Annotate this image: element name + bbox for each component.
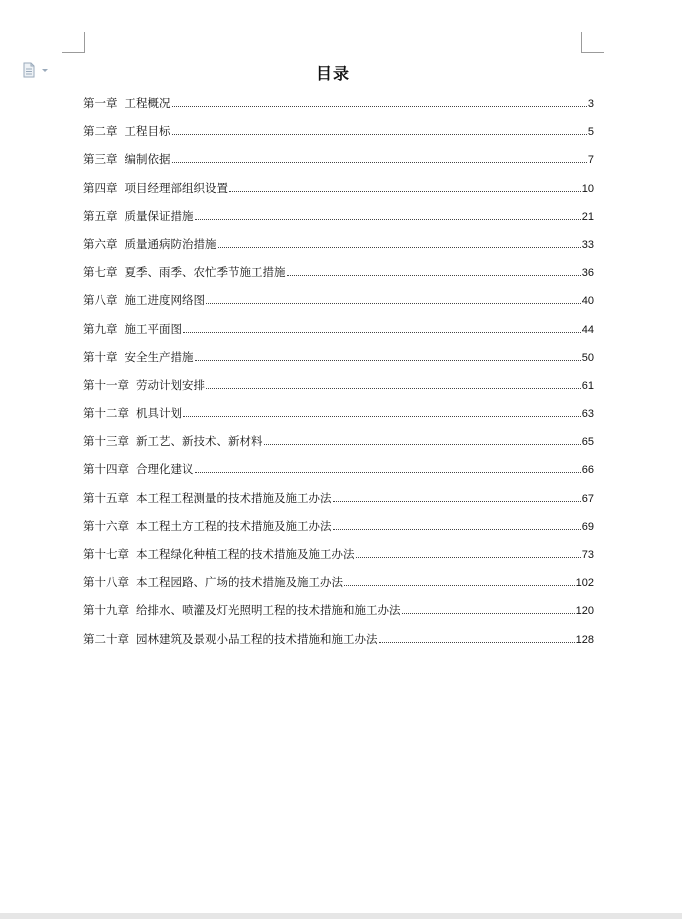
toc-chapter-number: 第三章 bbox=[83, 152, 118, 167]
toc-page-number: 128 bbox=[575, 633, 594, 646]
toc-entry[interactable] bbox=[83, 95, 594, 123]
toc-chapter-number: 第十三章 bbox=[83, 434, 129, 449]
toc-chapter-number: 第七章 bbox=[83, 265, 118, 280]
toc-page-number: 33 bbox=[581, 238, 594, 251]
toc-dot-leader bbox=[344, 585, 575, 586]
toc-chapter-number: 第六章 bbox=[83, 236, 118, 251]
toc-chapter-title: 合理化建议 bbox=[136, 462, 194, 477]
toc-dot-leader bbox=[402, 613, 575, 614]
toc-page-number: 67 bbox=[581, 492, 594, 505]
toc-chapter-number: 第一章 bbox=[83, 96, 118, 110]
toc-dot-leader bbox=[195, 219, 581, 220]
toc-entry[interactable] bbox=[83, 349, 594, 377]
toc-page-number: 10 bbox=[581, 182, 594, 195]
toc-chapter-number: 第五章 bbox=[83, 208, 118, 223]
toc-page-number: 7 bbox=[587, 154, 594, 167]
toc-dot-leader bbox=[172, 134, 587, 135]
toc-entry[interactable] bbox=[83, 292, 594, 320]
toc-chapter-number: 第二章 bbox=[83, 124, 118, 139]
toc-chapter-title: 劳动计划安排 bbox=[136, 377, 205, 392]
toc-dot-leader bbox=[333, 529, 581, 530]
toc-dot-leader bbox=[264, 444, 581, 445]
toc-chapter-number: 第十六章 bbox=[83, 518, 129, 533]
toc-entry[interactable] bbox=[83, 405, 594, 433]
toc-entry[interactable] bbox=[83, 236, 594, 264]
toc-page-number: 21 bbox=[581, 210, 594, 223]
toc-chapter-title: 本工程园路、广场的技术措施及施工办法 bbox=[136, 575, 343, 590]
toc-page-number: 50 bbox=[581, 351, 594, 364]
toc-chapter-number: 第十八章 bbox=[83, 575, 129, 590]
toc-chapter-number: 第十七章 bbox=[83, 547, 129, 561]
toc-page-number: 44 bbox=[581, 323, 594, 336]
toc-page-number: 36 bbox=[581, 267, 594, 280]
toc-entry[interactable] bbox=[83, 433, 594, 461]
toc-page-number: 120 bbox=[575, 605, 594, 618]
toc-chapter-title: 夏季、雨季、农忙季节施工措施 bbox=[124, 265, 286, 280]
crop-mark-top-left bbox=[62, 32, 85, 53]
toc-dot-leader bbox=[206, 303, 581, 304]
toc-entry[interactable] bbox=[83, 264, 594, 292]
toc-entry[interactable] bbox=[83, 123, 594, 151]
toc-chapter-title: 工程目标 bbox=[124, 124, 171, 139]
toc-chapter-title: 编制依据 bbox=[124, 152, 171, 167]
toc-page-number: 63 bbox=[581, 408, 594, 421]
toc-chapter-number: 第十九章 bbox=[83, 603, 129, 618]
toc-page-number: 66 bbox=[581, 464, 594, 477]
toc-entry[interactable] bbox=[83, 490, 594, 518]
toc-dot-leader bbox=[229, 191, 581, 192]
toc-dot-leader bbox=[379, 642, 575, 643]
toc-chapter-title: 园林建筑及景观小品工程的技术措施和施工办法 bbox=[136, 631, 378, 646]
toc-title: 目录 bbox=[315, 64, 350, 83]
toc-chapter-title: 给排水、喷灌及灯光照明工程的技术措施和施工办法 bbox=[136, 603, 401, 618]
toc-chapter-title: 机具计划 bbox=[136, 406, 182, 421]
toc-page-number: 3 bbox=[587, 98, 594, 110]
toc-chapter-title: 施工平面图 bbox=[124, 321, 182, 336]
toc-dot-leader bbox=[356, 557, 581, 558]
toc-dot-leader bbox=[195, 360, 581, 361]
toc-entry[interactable] bbox=[83, 180, 594, 208]
toc-page-number: 65 bbox=[581, 436, 594, 449]
toc-chapter-number: 第九章 bbox=[83, 321, 118, 336]
toc-chapter-title: 质量通病防治措施 bbox=[124, 236, 217, 251]
toc-chapter-title: 安全生产措施 bbox=[124, 349, 194, 364]
toc-chapter-number: 第十章 bbox=[83, 349, 118, 364]
toc-page-number: 5 bbox=[587, 126, 594, 139]
toc-page-number: 61 bbox=[581, 379, 594, 392]
toc-entry[interactable] bbox=[83, 631, 594, 659]
toc-dot-leader bbox=[195, 472, 581, 473]
toc-chapter-number: 第十五章 bbox=[83, 490, 129, 505]
toc-entry[interactable] bbox=[83, 461, 594, 489]
toc-chapter-number: 第二十章 bbox=[83, 631, 129, 646]
toc-dot-leader bbox=[172, 162, 587, 163]
toc-entry[interactable] bbox=[83, 377, 594, 405]
toc-entry[interactable] bbox=[83, 151, 594, 179]
toc-entry[interactable] bbox=[83, 546, 594, 574]
toc-dot-leader bbox=[183, 416, 581, 417]
toc-chapter-title: 施工进度网络图 bbox=[124, 293, 205, 308]
table-of-contents bbox=[83, 95, 594, 659]
toc-dot-leader bbox=[218, 247, 581, 248]
toc-chapter-title: 项目经理部组织设置 bbox=[124, 180, 228, 195]
toc-dot-leader bbox=[333, 501, 581, 502]
toc-chapter-number: 第四章 bbox=[83, 180, 118, 195]
toc-entry[interactable] bbox=[83, 518, 594, 546]
toc-dot-leader bbox=[206, 388, 581, 389]
toc-page-number: 69 bbox=[581, 520, 594, 533]
toc-entry[interactable] bbox=[83, 602, 594, 630]
toc-page-number: 40 bbox=[581, 295, 594, 308]
toc-chapter-number: 第十一章 bbox=[83, 377, 129, 392]
toc-dot-leader bbox=[172, 106, 587, 107]
bottom-scroll-area bbox=[0, 913, 682, 919]
toc-dot-leader bbox=[183, 332, 581, 333]
toc-chapter-number: 第十四章 bbox=[83, 462, 129, 477]
toc-chapter-number: 第十二章 bbox=[83, 406, 129, 421]
crop-mark-top-right bbox=[581, 32, 604, 53]
toc-chapter-title: 新工艺、新技术、新材料 bbox=[136, 434, 263, 449]
toc-chapter-number: 第八章 bbox=[83, 293, 118, 308]
toc-chapter-title: 本工程工程测量的技术措施及施工办法 bbox=[136, 490, 332, 505]
toc-dot-leader bbox=[287, 275, 581, 276]
toc-chapter-title: 质量保证措施 bbox=[124, 208, 194, 223]
toc-chapter-title: 本工程绿化种植工程的技术措施及施工办法 bbox=[136, 547, 355, 561]
toc-page-number: 73 bbox=[581, 549, 594, 561]
toc-entry[interactable] bbox=[83, 321, 594, 349]
toc-entry[interactable] bbox=[83, 208, 594, 236]
toc-chapter-title: 本工程土方工程的技术措施及施工办法 bbox=[136, 518, 332, 533]
toc-entry[interactable] bbox=[83, 574, 594, 602]
toc-chapter-title: 工程概况 bbox=[124, 96, 171, 110]
toc-page-number: 102 bbox=[575, 577, 594, 590]
